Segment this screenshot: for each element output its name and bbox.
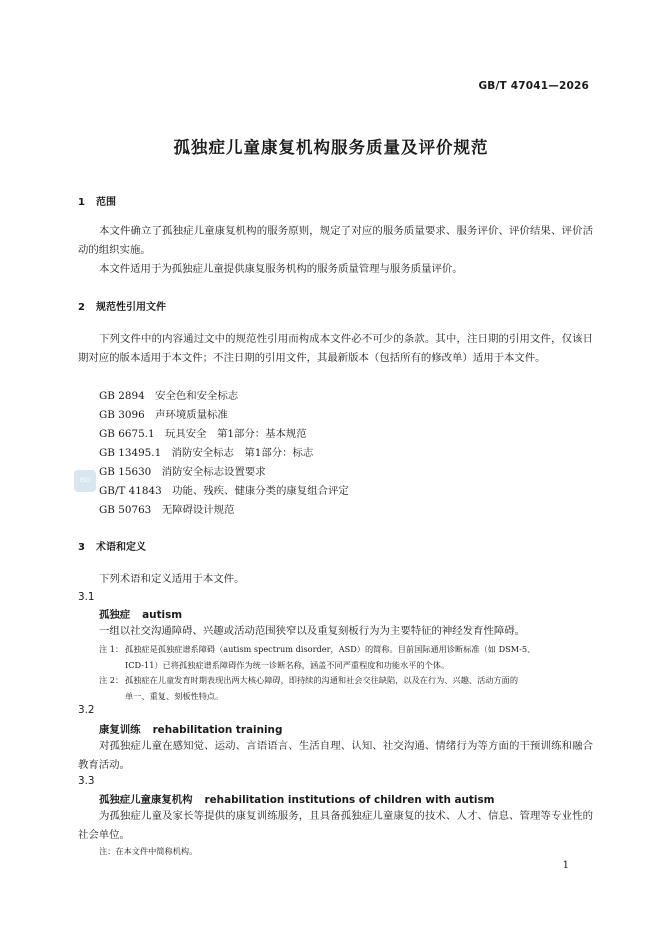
reference-title: 玩具安全 第1部分：基本规范 xyxy=(165,428,307,440)
reference-title: 声环境质量标准 xyxy=(155,409,228,421)
term-definition: 对孤独症儿童在感知觉、运动、言语语言、生活自理、认知、社交沟通、情绪行为等方面的干预训练和融合教育活动。 xyxy=(78,740,593,771)
reference-item xyxy=(99,425,307,444)
term-chinese: 孤独症 xyxy=(99,609,131,621)
section-number: 3 xyxy=(78,542,85,553)
page-number: 1 xyxy=(562,860,569,871)
note-text: 孤独症在儿童发育时期表现出两大核心障碍，即持续的沟通和社会交往缺陷，以及在行为、兴趣、活动方面的 xyxy=(125,675,519,685)
reference-title: 消防安全标志 第1部分：标志 xyxy=(171,447,314,459)
term-note xyxy=(99,672,593,704)
watermark-logo: ISO xyxy=(74,470,96,492)
reference-title: 功能、残疾、健康分类的康复组合评定 xyxy=(172,485,349,497)
section-3-paragraph-1: 下列术语和定义适用于本文件。 xyxy=(99,573,245,585)
section-number: 2 xyxy=(78,302,85,313)
reference-code: GB 13495.1 xyxy=(99,447,162,459)
section-1-paragraph-2: 本文件适用于为孤独症儿童提供康复服务机构的服务质量管理与服务质量评价。 xyxy=(99,263,463,275)
term-heading xyxy=(99,791,494,806)
section-3-heading xyxy=(78,538,146,553)
document-title: 孤独症儿童康复机构服务质量及评价规范 xyxy=(173,138,489,157)
reference-code: GB 2894 xyxy=(99,390,145,402)
reference-item xyxy=(99,501,234,520)
reference-item xyxy=(99,482,349,501)
reference-item xyxy=(99,406,228,425)
reference-item xyxy=(99,463,266,482)
note-text-continued: ICD-11）已将孤独症谱系障碍作为统一诊断名称，涵盖不同严重程度和功能水平的个体。 xyxy=(125,660,450,670)
reference-title: 无障碍设计规范 xyxy=(161,504,235,516)
section-title: 规范性引用文件 xyxy=(96,302,166,313)
reference-code: GB 15630 xyxy=(99,466,152,478)
reference-code: GB 3096 xyxy=(99,409,145,421)
term-definition: 为孤独症儿童及家长等提供的康复训练服务，且具备孤独症儿童康复的技术、人才、信息、管理等专业性的社会单位。 xyxy=(78,810,593,841)
reference-title: 安全色和安全标志 xyxy=(155,390,239,402)
term-number: 3.2 xyxy=(78,704,95,716)
note-text: 孤独症是孤独症谱系障碍（autism spectrum disorder，ASD）的简称。目前国际通用诊断标准（如 DSM-5、 xyxy=(125,644,536,654)
reference-title: 消防安全标志设置要求 xyxy=(161,466,266,478)
reference-code: GB 50763 xyxy=(99,504,152,516)
term-number: 3.1 xyxy=(78,591,95,603)
reference-item xyxy=(99,444,313,463)
term-english: autism xyxy=(142,609,183,621)
section-2-paragraph-1: 下列文件中的内容通过文中的规范性引用而构成本文件必不可少的条款。其中，注日期的引用文件，仅该日期对应的版本适用于本文件；不注日期的引用文件，其最新版本（包括所有的修改单）适用于本文件。 xyxy=(78,333,593,364)
section-title: 范围 xyxy=(96,197,116,208)
term-definition: 一组以社交沟通障碍、兴趣或活动范围狭窄以及重复刻板行为为主要特征的神经发育性障碍。 xyxy=(99,625,526,637)
note-label: 注 1： xyxy=(99,644,124,654)
reference-item xyxy=(99,387,238,406)
section-number: 1 xyxy=(78,197,85,208)
term-heading xyxy=(99,721,282,736)
term-number: 3.3 xyxy=(78,775,95,787)
term-english: rehabilitation institutions of children with autism xyxy=(204,794,495,806)
term-english: rehabilitation training xyxy=(152,724,283,736)
term-heading xyxy=(99,606,182,621)
standard-code: GB/T 47041—2026 xyxy=(478,80,589,92)
section-1-paragraph-1: 本文件确立了孤独症儿童康复机构的服务原则，规定了对应的服务质量要求、服务评价、评价结果、评价活动的组织实施。 xyxy=(78,225,593,256)
note-label: 注 2： xyxy=(99,675,124,685)
term-note xyxy=(99,641,593,673)
term-note: 注：在本文件中简称机构。 xyxy=(99,846,198,856)
section-title: 术语和定义 xyxy=(96,542,146,553)
section-1-heading xyxy=(78,193,116,208)
term-chinese: 孤独症儿童康复机构 xyxy=(99,794,193,806)
section-2-heading xyxy=(78,298,166,313)
term-chinese: 康复训练 xyxy=(99,724,141,736)
reference-code: GB 6675.1 xyxy=(99,428,155,440)
note-text-continued: 单一、重复、刻板性特点。 xyxy=(125,691,224,701)
reference-code: GB/T 41843 xyxy=(99,485,162,497)
